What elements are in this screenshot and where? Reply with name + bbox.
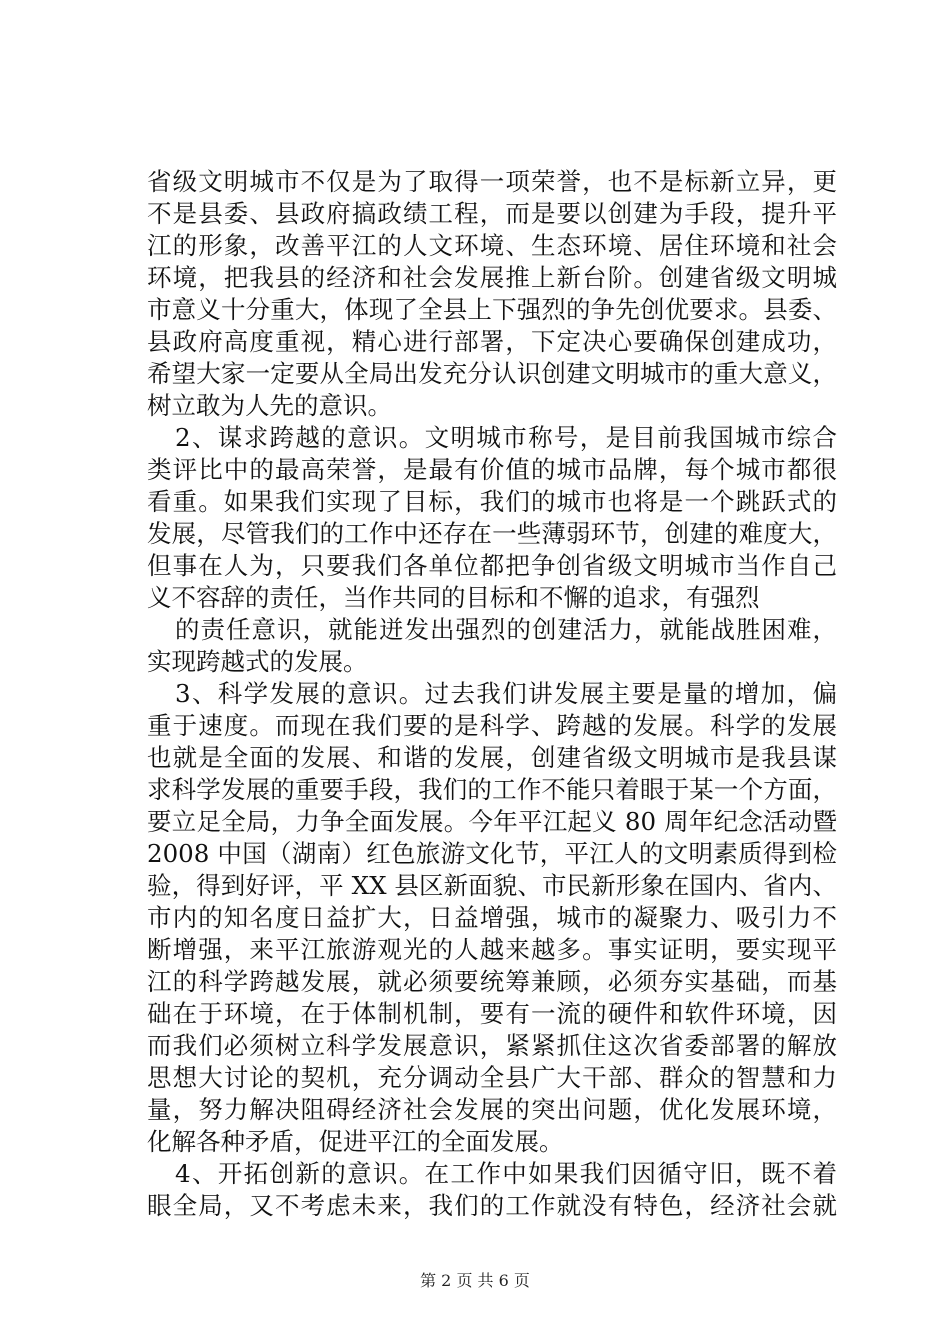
text-line: 验，得到好评，平 XX 县区新面貌、市民新形象在国内、省内、 <box>147 871 837 900</box>
text-line: 看重。如果我们实现了目标，我们的城市也将是一个跳跃式的 <box>147 487 837 516</box>
text-line: 3、科学发展的意识。过去我们讲发展主要是量的增加，偏 <box>175 679 837 708</box>
text-line: 也就是全面的发展、和谐的发展，创建省级文明城市是我县谋 <box>147 743 837 772</box>
text-line: 省级文明城市不仅是为了取得一项荣誉，也不是标新立异，更 <box>147 167 837 196</box>
text-line: 希望大家一定要从全局出发充分认识创建文明城市的重大意义， <box>147 359 837 388</box>
text-line: 量，努力解决阻碍经济社会发展的突出问题，优化发展环境， <box>147 1095 837 1124</box>
document-body <box>147 166 837 1222</box>
text-line: 市意义十分重大，体现了全县上下强烈的争先创优要求。县委、 <box>147 295 837 324</box>
text-line: 4、开拓创新的意识。在工作中如果我们因循守旧，既不着 <box>175 1159 837 1188</box>
text-line: 2、谋求跨越的意识。文明城市称号，是目前我国城市综合 <box>175 423 837 452</box>
text-line: 础在于环境，在于体制机制，要有一流的硬件和软件环境，因 <box>147 999 837 1028</box>
text-line: 市内的知名度日益扩大，日益增强，城市的凝聚力、吸引力不 <box>147 903 837 932</box>
text-line: 实现跨越式的发展。 <box>147 647 368 676</box>
text-line: 江的形象，改善平江的人文环境、生态环境、居住环境和社会 <box>147 231 837 260</box>
text-line: 环境，把我县的经济和社会发展推上新台阶。创建省级文明城 <box>147 263 837 292</box>
text-line: 类评比中的最高荣誉，是最有价值的城市品牌，每个城市都很 <box>147 455 837 484</box>
text-line: 重于速度。而现在我们要的是科学、跨越的发展。科学的发展 <box>147 711 837 740</box>
text-line: 求科学发展的重要手段，我们的工作不能只着眼于某一个方面， <box>147 775 837 804</box>
text-line: 树立敢为人先的意识。 <box>147 391 392 420</box>
text-line: 2008 中国（湖南）红色旅游文化节，平江人的文明素质得到检 <box>147 839 837 868</box>
text-line: 要立足全局，力争全面发展。今年平江起义 80 周年纪念活动暨 <box>147 807 837 836</box>
text-line: 而我们必须树立科学发展意识，紧紧抓住这次省委部署的解放 <box>147 1031 837 1060</box>
text-line: 发展，尽管我们的工作中还存在一些薄弱环节，创建的难度大， <box>147 519 837 548</box>
text-line: 的责任意识，就能迸发出强烈的创建活力，就能战胜困难， <box>175 615 837 644</box>
text-line: 县政府高度重视，精心进行部署，下定决心要确保创建成功， <box>147 327 837 356</box>
text-line: 思想大讨论的契机，充分调动全县广大干部、群众的智慧和力 <box>147 1063 837 1092</box>
text-line: 江的科学跨越发展，就必须要统筹兼顾，必须夯实基础，而基 <box>147 967 837 996</box>
page-footer: 第 2 页 共 6 页 <box>420 1271 530 1290</box>
text-line: 眼全局，又不考虑未来，我们的工作就没有特色，经济社会就 <box>147 1191 837 1220</box>
text-line: 义不容辞的责任，当作共同的目标和不懈的追求，有强烈 <box>147 583 760 612</box>
text-line: 断增强，来平江旅游观光的人越来越多。事实证明，要实现平 <box>147 935 837 964</box>
text-line: 化解各种矛盾，促进平江的全面发展。 <box>147 1127 564 1156</box>
text-line: 但事在人为，只要我们各单位都把争创省级文明城市当作自己 <box>147 551 837 580</box>
text-line: 不是县委、县政府搞政绩工程，而是要以创建为手段，提升平 <box>147 199 837 228</box>
